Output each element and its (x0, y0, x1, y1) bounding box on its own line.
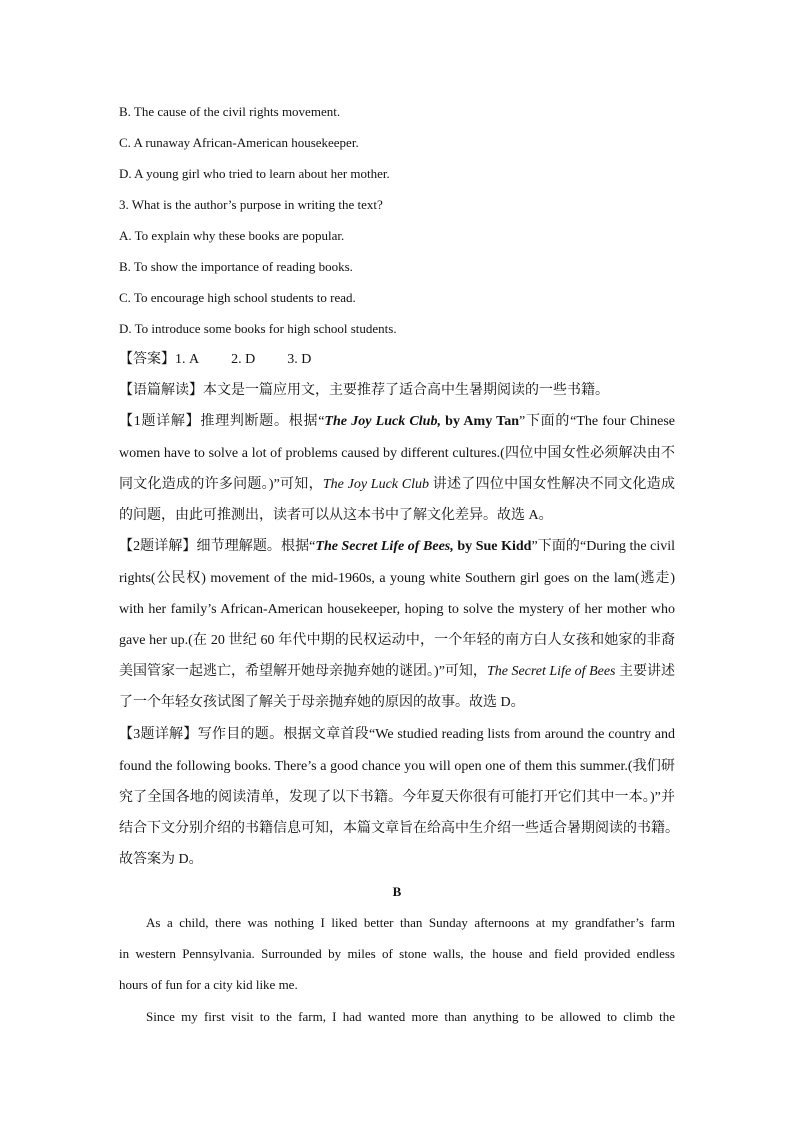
q2-detail-line-3: with her family’s African-American housekeeper, hoping to solve the mystery of her mother who (119, 602, 675, 617)
q2-option-d: D. A young girl who tried to learn about her mother. (119, 166, 390, 181)
q2-option-c: C. A runaway African-American housekeeper. (119, 135, 359, 150)
q3-stem: 3. What is the author’s purpose in writing the text? (119, 197, 383, 212)
book-author-kidd: by Sue Kidd (453, 539, 532, 554)
answer-2: 2. D (231, 352, 256, 367)
passage-b-line-2: in western Pennsylvania. Surrounded by miles of stone walls, the house and field provided endless (119, 946, 675, 961)
q3-option-b: B. To show the importance of reading books. (119, 259, 353, 274)
q1-detail-line-4: 的问题，由此可推测出，读者可以从这本书中了解文化差异。故选 A。 (119, 508, 553, 523)
q2-detail-line-6: 了一个年轻女孩试图了解关于母亲抛弃她的原因的故事。故选 D。 (119, 695, 525, 710)
q3-detail-label: 【3题详解】 (119, 727, 198, 742)
q3-detail-line-2: found the following books. There’s a good chance you will open one of them this summer.(我们研 (119, 759, 675, 774)
q3-option-d: D. To introduce some books for high school students. (119, 321, 397, 336)
passage-summary (119, 381, 609, 401)
q2-detail-label: 【2题详解】 (119, 539, 197, 554)
q3-detail-line-5: 故答案为 D。 (119, 852, 203, 867)
q1-detail-text: 同文化造成的许多问题。)”可知， (119, 477, 323, 492)
q3-option-c: C. To encourage high school students to read. (119, 290, 356, 305)
section-heading-b: B (392, 884, 402, 899)
q2-detail-text: 细节理解题。根据“ (196, 539, 316, 554)
book-author-tan: by Amy Tan (440, 414, 520, 429)
q1-detail-line-2: women have to solve a lot of problems caused by different cultures.(四位中国女性必须解决由不 (119, 446, 675, 461)
book-title-secret-life: The Secret Life of Bees, (315, 539, 454, 554)
q3-option-a: A. To explain why these books are popular. (119, 228, 345, 243)
passage-b-line-4: Since my first visit to the farm, I had wanted more than anything to be allowed to climb the (146, 1009, 675, 1024)
q2-detail-line-5 (119, 662, 675, 682)
book-title-joy-luck: The Joy Luck Club, (324, 414, 441, 429)
q2-detail-line-2: rights(公民权) movement of the mid-1960s, a young white Southern girl goes on the lam(逃走) (119, 571, 675, 586)
q3-detail-text: 写作目的题。根据文章首段“We studied reading lists from around the country and (197, 727, 675, 742)
answer-line (119, 350, 311, 370)
q1-detail-label: 【1题详解】 (119, 414, 201, 429)
q2-option-b: B. The cause of the civil rights movement. (119, 104, 341, 119)
q1-detail-text: 推理判断题。根据“ (200, 414, 325, 429)
book-title-joy-luck: The Joy Luck Club (322, 477, 430, 492)
passage-b-line-1: As a child, there was nothing I liked better than Sunday afternoons at my grandfather’s farm (146, 915, 675, 930)
answer-label: 【答案】 (119, 352, 175, 367)
book-title-secret-life: The Secret Life of Bees (486, 664, 616, 679)
q1-detail-line-3 (119, 475, 675, 495)
q2-detail-text: ”下面的“During the civil (531, 539, 676, 554)
summary-text: 本文是一篇应用文，主要推荐了适合高中生暑期阅读的一些书籍。 (203, 383, 609, 398)
q1-detail-text: ”下面的“The four Chinese (519, 414, 676, 429)
q2-detail-text: 主要讲述 (615, 664, 676, 679)
q2-detail-line-1 (119, 537, 675, 557)
summary-label: 【语篇解读】 (119, 383, 203, 398)
answer-1: 1. A (175, 352, 200, 367)
passage-b-line-3: hours of fun for a city kid like me. (119, 977, 298, 992)
q3-detail-line-3: 究了全国各地的阅读清单，发现了以下书籍。今年夏天你很有可能打开它们其中一本。)”并 (119, 790, 675, 805)
q3-detail-line-4: 结合下文分别介绍的书籍信息可知，本篇文章旨在给高中生介绍一些适合暑期阅读的书籍。 (119, 821, 679, 836)
q1-detail-line-1 (119, 412, 675, 432)
answer-3: 3. D (287, 352, 312, 367)
q2-detail-line-4: gave her up.(在 20 世纪 60 年代中期的民权运动中，一个年轻的南方白人女孩和她家的非裔 (119, 633, 675, 648)
q3-detail-line-1 (119, 725, 675, 745)
q1-detail-text: 讲述了四位中国女性解决不同文化造成 (429, 477, 676, 492)
q2-detail-text: 美国管家一起逃亡，希望解开她母亲抛弃她的谜团。)”可知， (119, 664, 487, 679)
